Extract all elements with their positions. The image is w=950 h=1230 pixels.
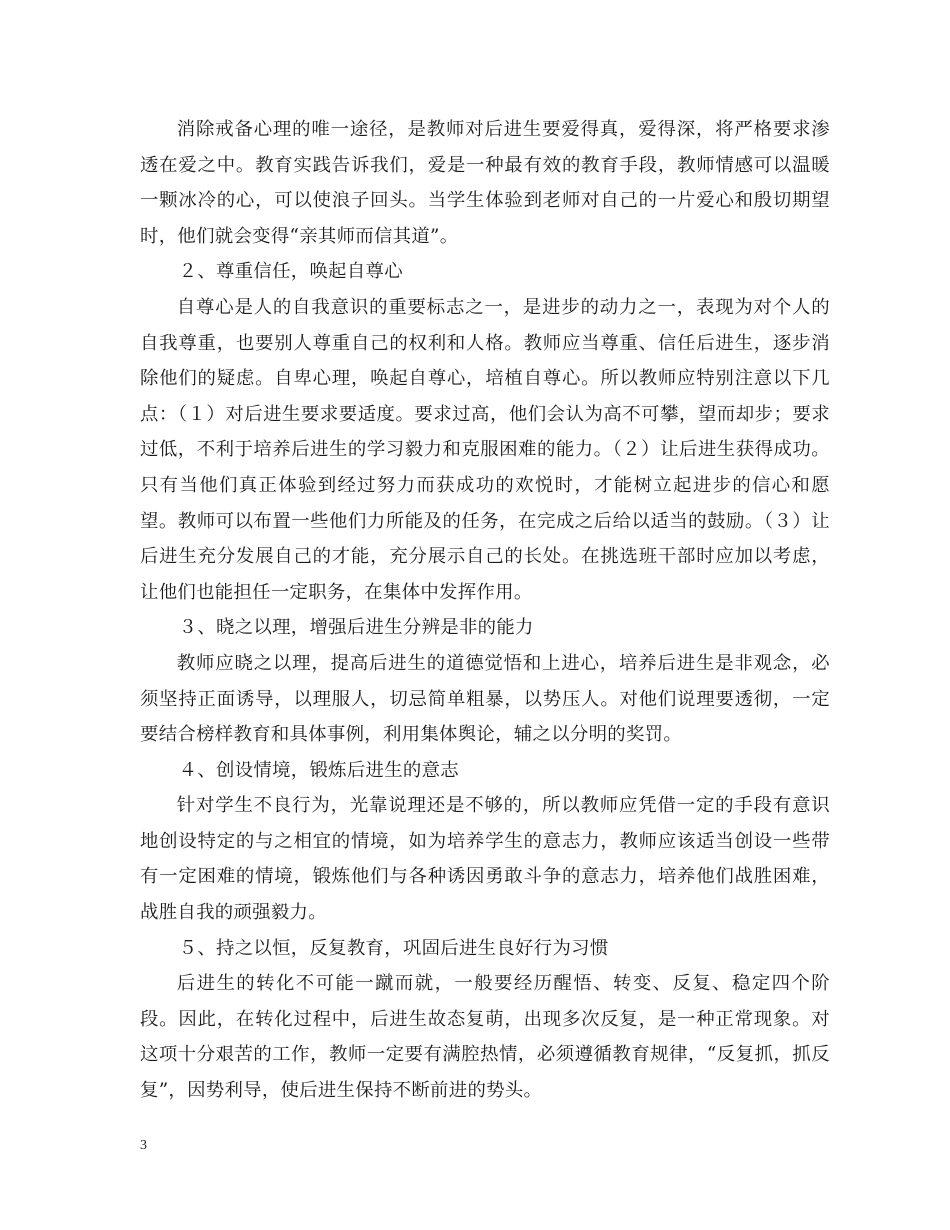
section-heading-2: ２、尊重信任，唤起自尊心 xyxy=(178,261,403,283)
body-paragraph-4: 针对学生不良行为，光靠说理还是不够的，所以教师应凭借一定的手段有意识地创设特定的与之相宜的情境，如为培养学生的意志力，教师应该适当创设一些带有一定困难的情境，锻炼他们与各种诱因勇敢斗争的意志力，培养他们战胜困难，战胜自我的顽强毅力。 xyxy=(140,795,830,924)
body-paragraph-5: 后进生的转化不可能一蹴而就，一般要经历醒悟、转变、反复、稳定四个阶段。因此，在转化过程中，后进生故态复萌，出现多次反复，是一种正常现象。对这项十分艰苦的工作，教师一定要有满腔热情，必须遵循教育规律，“反复抓，抓反复”，因势利导，使后进生保持不断前进的势头。 xyxy=(140,973,830,1102)
body-paragraph-1: 消除戒备心理的唯一途径，是教师对后进生要爱得真，爱得深，将严格要求渗透在爱之中。教育实践告诉我们，爱是一种最有效的教育手段，教师情感可以温暖一颗冰冷的心，可以使浪子回头。当学生体验到老师对自己的一片爱心和殷切期望时，他们就会变得“亲其师而信其道”。 xyxy=(140,119,830,247)
section-heading-4: ４、创设情境，锻炼后进生的意志 xyxy=(178,759,459,781)
page-number: 3 xyxy=(140,1138,147,1153)
body-paragraph-2: 自尊心是人的自我意识的重要标志之一，是进步的动力之一，表现为对个人的自我尊重，也要别人尊重自己的权利和人格。教师应当尊重、信任后进生，逐步消除他们的疑虑。自卑心理，唤起自尊心，培植自尊心。所以教师应特别注意以下几点：（１）对后进生要求要适度。要求过高，他们会认为高不可攀，望而却步；要求过低，不利于培养后进生的学习毅力和克服困难的能力。（２）让后进生获得成功。只有当他们真正体验到经过努力而获成功的欢悦时，才能树立起进步的信心和愿望。教师可以布置一些他们力所能及的任务，在完成之后给以适当的鼓励。（３）让后进生充分发展自己的才能，充分展示自己的长处。在挑选班干部时应加以考虑，让他们也能担任一定职务，在集体中发挥作用。 xyxy=(140,296,830,603)
section-heading-3: ３、晓之以理，增强后进生分辨是非的能力 xyxy=(178,617,534,639)
section-heading-5: ５、持之以恒，反复教育，巩固后进生良好行为习惯 xyxy=(178,937,609,959)
document-body xyxy=(140,112,830,1109)
body-paragraph-3: 教师应晓之以理，提高后进生的道德觉悟和上进心，培养后进生是非观念，必须坚持正面诱导，以理服人，切忌简单粗暴，以势压人。对他们说理要透彻，一定要结合榜样教育和具体事例，利用集体舆论，辅之以分明的奖罚。 xyxy=(140,652,830,746)
